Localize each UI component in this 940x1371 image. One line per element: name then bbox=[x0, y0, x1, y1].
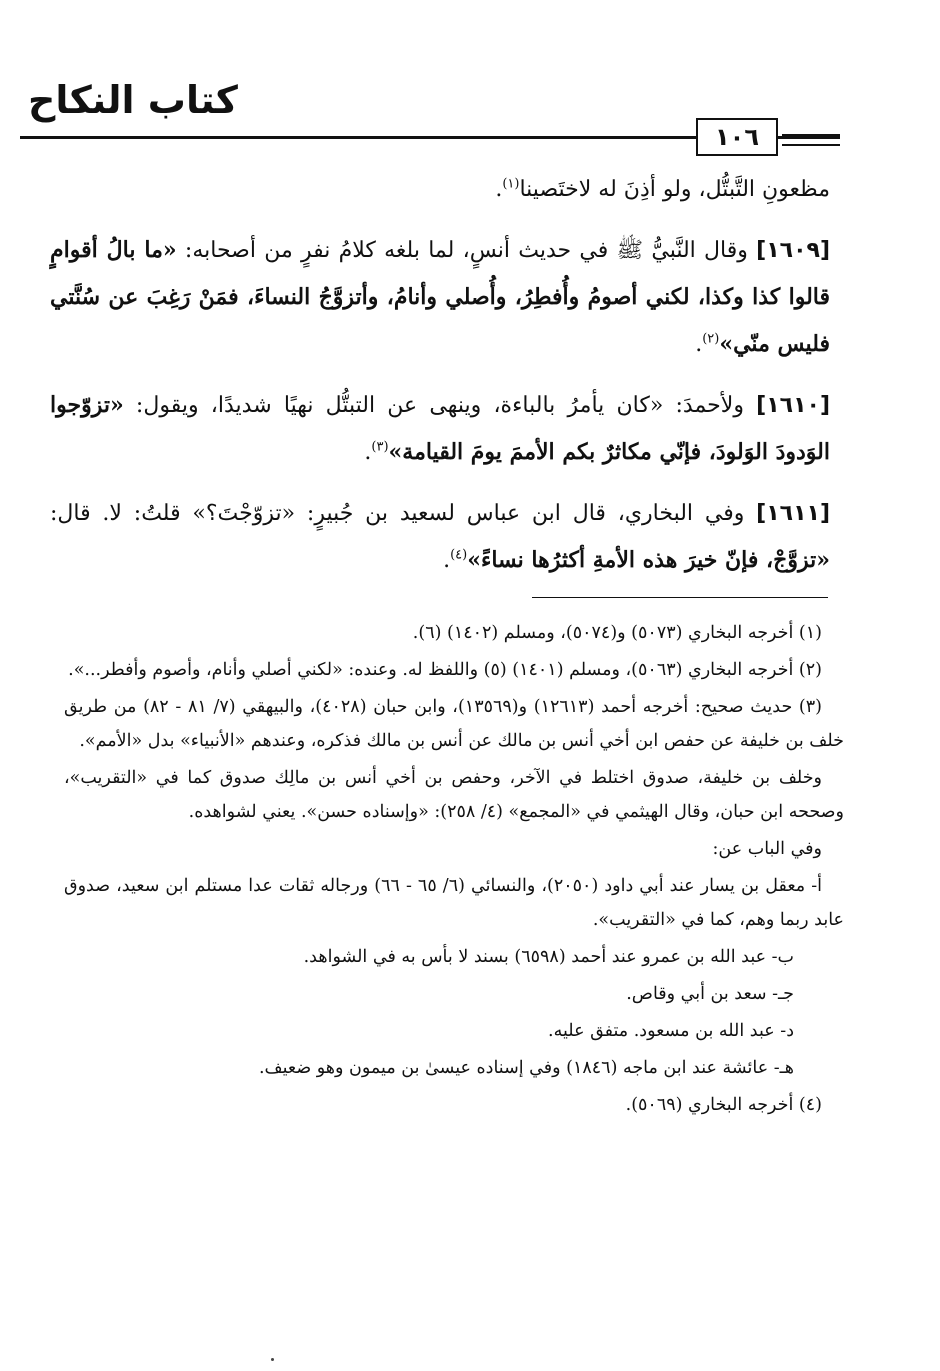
paragraph-continuation bbox=[50, 166, 830, 213]
hadith-1610 bbox=[50, 382, 830, 476]
hadith-number: [١٦١٠] bbox=[756, 393, 830, 418]
book-title: كتاب النكاح bbox=[28, 78, 238, 122]
footnote-bab-d: د- عبد الله بن مسعود. متفق عليه. bbox=[548, 1021, 794, 1041]
footnote-3-continued: وخلف بن خليفة، صدوق اختلط في الآخر، وحفص بن أخي أنس بن مالِك صدوق كما في «التقريب»، وصححه ابن حبان، وقال الهيثمي في «المجمع» (٤/ ٢٥٨): «وإسناده حسن». يعني لشواهده. bbox=[64, 768, 844, 822]
hadith-end: . bbox=[364, 440, 372, 465]
footnote-bab-heading: وفي الباب عن: bbox=[712, 839, 822, 859]
hadith-quote: «تزوَّجْ، فإنّ خيرَ هذه الأمةِ أكثرُها نساءً» bbox=[467, 547, 830, 573]
main-text bbox=[50, 166, 830, 598]
hadith-intro: ولأحمدَ: «كان يأمرُ بالباءة، وينهى عن التبتُّل نهيًا شديدًا، ويقول: bbox=[123, 393, 757, 418]
hadith-intro: وفي البخاري، قال ابن عباس لسعيد بن جُبيرٍ: «تزوّجْتَ؟» قلتُ: لا. قال: bbox=[50, 501, 757, 526]
page-number: ١٠٦ bbox=[696, 118, 778, 156]
footnote-ref-2: (٢) bbox=[702, 331, 720, 347]
footnote-ref-4: (٤) bbox=[450, 547, 468, 563]
hadith-quote: «ما بالُ أقوامٍ قالوا كذا وكذا، لكني أصومُ وأُفطِرُ، وأُصلي وأنامُ، وأتزوَّجُ النساءَ، فمَنْ رَغِبَ عن سُنَّتي فليس منّي» bbox=[50, 237, 830, 357]
footnote-ref-1: (١) bbox=[502, 176, 520, 192]
footnote-bab-a: أ- معقل بن يسار عند أبي داود (٢٠٥٠)، والنسائي (٦/ ٦٥ - ٦٦) ورجاله ثقات عدا مستلم ابن سعيد، صدوق عابد ربما وهم، كما في «التقريب». bbox=[64, 876, 844, 930]
footnotes bbox=[64, 616, 844, 1125]
footnote-bab-b: ب- عبد الله بن عمرو عند أحمد (٦٥٩٨) بسند لا بأس به في الشواهد. bbox=[303, 947, 794, 967]
footnote-2: (٢) أخرجه البخاري (٥٠٦٣)، ومسلم (١٤٠١) (٥) واللفظ له. وعنده: «لكني أصلي وأنام، وأصوم وأفطر...». bbox=[68, 660, 822, 680]
scan-speck bbox=[271, 1358, 274, 1361]
footnote-bab-e: هـ- عائشة عند ابن ماجه (١٨٤٦) وفي إسناده عيسىٰ بن ميمون وهو ضعيف. bbox=[258, 1058, 794, 1078]
hadith-intro: وقال النَّبيُّ ﷺ في حديث أنسٍ، لما بلغه كلامُ نفرٍ من أصحابه: bbox=[176, 238, 757, 263]
hadith-end: . bbox=[443, 548, 451, 573]
hadith-end: . bbox=[695, 332, 703, 357]
continuation-end: . bbox=[495, 177, 503, 202]
footnote-4: (٤) أخرجه البخاري (٥٠٦٩). bbox=[625, 1095, 822, 1115]
hadith-number: [١٦٠٩] bbox=[756, 238, 830, 263]
hadith-quote: «تزوّجوا الوَدودَ الوَلودَ، فإنّي مكاثرٌ بكم الأممَ يومَ القيامة» bbox=[50, 392, 830, 465]
footnote-separator bbox=[532, 597, 828, 598]
hadith-1611 bbox=[50, 490, 830, 584]
footnote-3: (٣) حديث صحيح: أخرجه أحمد (١٢٦١٣) و(١٣٥٦٩)، وابن حبان (٤٠٢٨)، والبيهقي (٧/ ٨١ - ٨٢) من طريق خلف بن خليفة عن حفص ابن أخي أنس بن مالك عن أنس بن مالك فذكره، وعندهم «الأنبياء» بدل «الأمم». bbox=[64, 697, 844, 751]
hadith-number: [١٦١١] bbox=[756, 501, 830, 526]
continuation-text: مظعونِ التَّبتُّل، ولو أذِنَ له لاختَصينا bbox=[519, 177, 830, 202]
page-header bbox=[20, 78, 840, 158]
footnote-ref-3: (٣) bbox=[371, 439, 389, 455]
header-rule-ornament bbox=[782, 134, 840, 146]
footnote-1: (١) أخرجه البخاري (٥٠٧٣) و(٥٠٧٤)، ومسلم (١٤٠٢) (٦). bbox=[412, 623, 822, 643]
footnote-bab-c: جـ- سعد بن أبي وقاص. bbox=[626, 984, 794, 1004]
hadith-1609 bbox=[50, 227, 830, 368]
